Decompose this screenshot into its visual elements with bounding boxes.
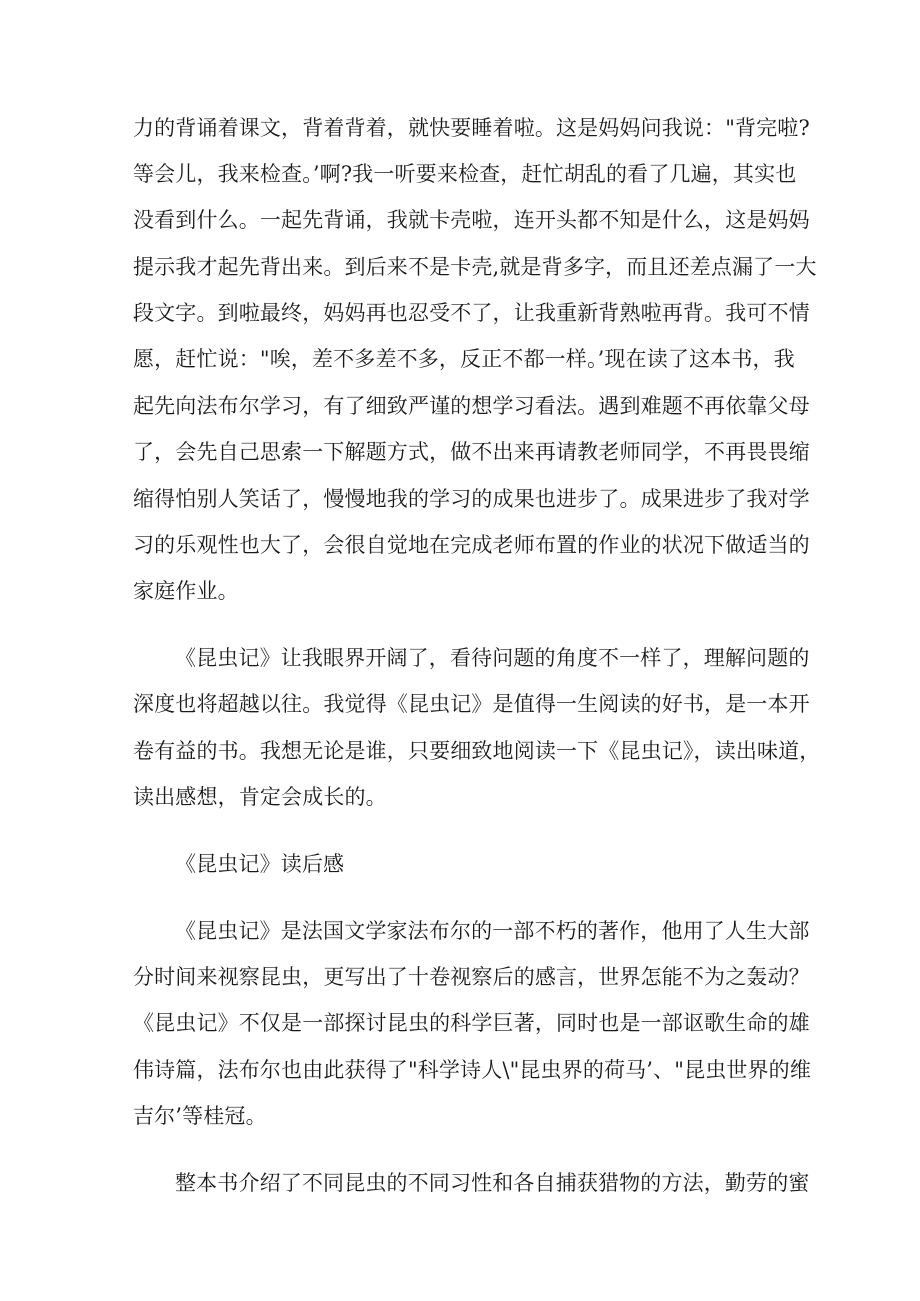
- text-line: 等会儿，我来检查。’啊?我一听要来检查，赶忙胡乱的看了几遍，其实也: [133, 162, 797, 186]
- text-line: 段文字。到啦最终，妈妈再也忍受不了，让我重新背熟啦再背。我可不情: [133, 301, 810, 325]
- text-line: 《昆虫记》读后感: [175, 852, 345, 876]
- text-line: 起先向法布尔学习，有了细致严谨的想学习看法。遇到难题不再依靠父母: [133, 394, 810, 418]
- text-line: 《昆虫记》不仅是一部探讨昆虫的科学巨著，同时也是一部讴歌生命的雄: [133, 1011, 810, 1035]
- text-line: 没看到什么。一起先背诵，我就卡壳啦，连开头都不知是什么，这是妈妈: [133, 208, 810, 232]
- text-line: 吉尔’等桂冠。: [133, 1104, 267, 1128]
- text-line: 家庭作业。: [133, 579, 239, 603]
- text-line: 伟诗篇，法布尔也由此获得了"科学诗人\"昆虫界的荷马’、"昆虫世界的维: [133, 1058, 811, 1082]
- text-line: 整本书介绍了不同昆虫的不同习性和各自捕获猎物的方法，勤劳的蜜: [175, 1171, 810, 1195]
- text-line: 缩得怕别人笑话了，慢慢地我的学习的成果也进步了。成果进步了我对学: [133, 487, 810, 511]
- text-line: 习的乐观性也大了，会很自觉地在完成老师布置的作业的状况下做适当的: [133, 533, 810, 557]
- text-line: 力的背诵着课文，背着背着，就快要睡着啦。这是妈妈问我说："背完啦?: [133, 116, 810, 140]
- text-line: 《昆虫记》让我眼界开阔了，看待问题的角度不一样了，理解问题的: [175, 646, 810, 670]
- text-line: 《昆虫记》是法国文学家法布尔的一部不朽的著作，他用了人生大部: [175, 919, 810, 943]
- text-line: 提示我才起先背出来。到后来不是卡壳,就是背多字，而且还差点漏了一大: [133, 255, 817, 279]
- text-line: 深度也将超越以往。我觉得《昆虫记》是值得一生阅读的好书，是一本开: [133, 692, 810, 716]
- text-line: 分时间来视察昆虫，更写出了十卷视察后的感言，世界怎能不为之轰动？: [133, 965, 810, 989]
- text-line: 读出感想，肯定会成长的。: [133, 785, 387, 809]
- text-line: 卷有益的书。我想无论是谁，只要细致地阅读一下《昆虫记》，读出味道，: [133, 739, 821, 763]
- text-line: 了，会先自己思索一下解题方式，做不出来再请教老师同学，不再畏畏缩: [133, 440, 810, 464]
- text-line: 愿，赶忙说："唉，差不多差不多，反正不都一样。’现在读了这本书，我: [133, 347, 795, 371]
